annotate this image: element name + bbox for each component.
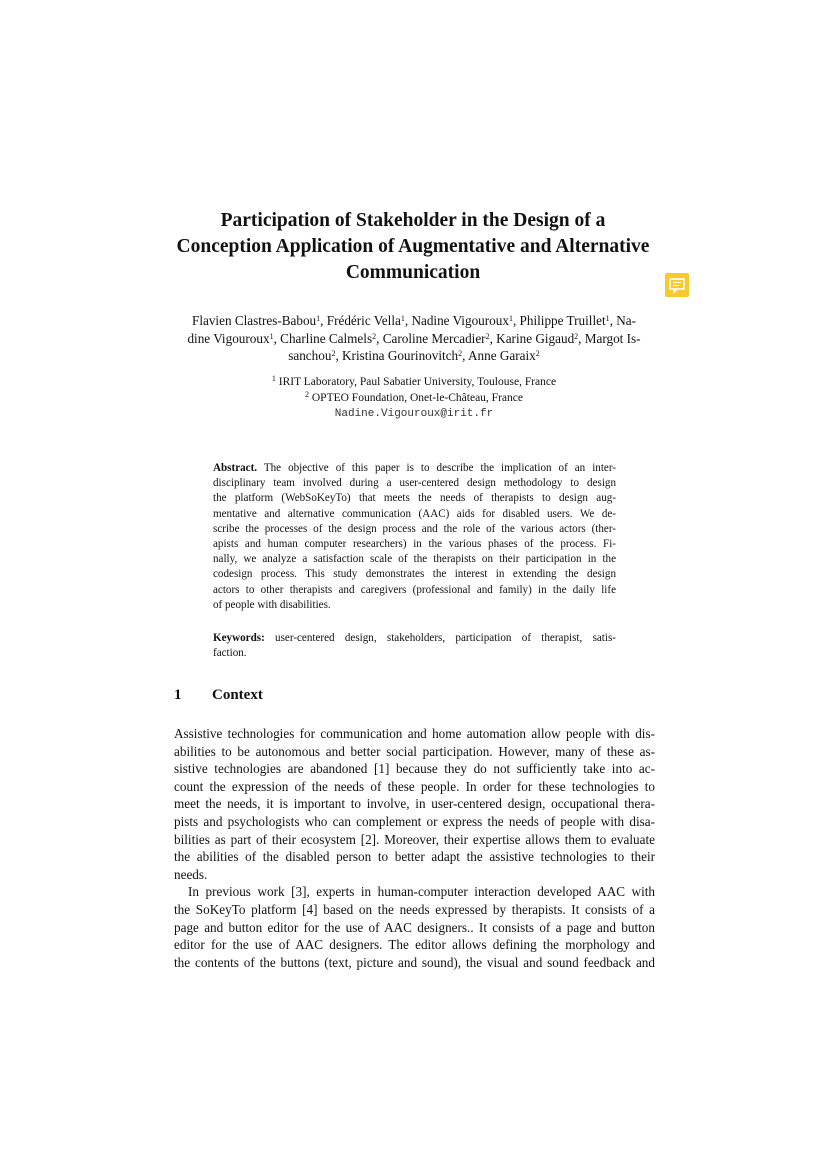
author-name: sanchou: [288, 348, 332, 363]
abstract-line: codesign process. This study demonstrates the interest in extending the design: [213, 568, 616, 581]
affiliation-1: $^1$ IRIT Laboratory, Paul Sabatier University, Toulouse, France: [271, 374, 557, 388]
body-line: pists and psychologists who can complement or express the needs of people with disa-: [174, 813, 655, 829]
title-line: Conception Application of Augmentative and Alternative: [176, 236, 650, 257]
abstract-line: apists and human computer researchers) in the various phases of the process. Fi-: [213, 537, 616, 550]
author-affiliation-mark: 2: [458, 349, 463, 358]
keywords-line: faction.: [213, 647, 247, 660]
body-line: Assistive technologies for communication and home automation allow people with dis-: [174, 726, 655, 741]
abstract-line: mentative and alternative communication (AAC) aids for disabled users. We de-: [213, 507, 616, 520]
author-affiliation-mark: 1: [508, 314, 513, 323]
author-line: Flavien Clastres-Babou$^1$, Frédéric Vella$^1$, Nadine Vigouroux$^1$, Philippe Truillet$^1$, Na-: [191, 313, 637, 328]
abstract-line: Abstract. The objective of this paper is to describe the implication of an inter-: [213, 462, 616, 474]
abstract-line: of people with disabilities.: [213, 598, 331, 611]
author-name: Frédéric Vella: [326, 313, 401, 328]
author-name: Flavien Clastres-Babou: [191, 313, 317, 328]
body-line: editor for the use of AAC designers. The editor allows defining the morphology and: [174, 937, 655, 953]
author-name: Nadine Vigouroux: [411, 313, 509, 328]
body-text: [174, 725, 655, 971]
author-affiliation-mark: 1: [400, 314, 405, 323]
body-line: page and button editor for the use of AAC designers.. It consists of a page and button: [174, 919, 655, 935]
author-name: Anne Garaix: [468, 348, 536, 363]
title-line: Communication: [345, 262, 481, 283]
author-name: Margot Is-: [584, 330, 641, 346]
contact-email[interactable]: Nadine.Vigouroux@irit.fr: [334, 408, 494, 420]
comment-note-icon[interactable]: [665, 273, 689, 297]
body-line: count the expression of the needs of these people. In order for these technologies to: [174, 778, 655, 794]
section-number: 1: [174, 687, 182, 703]
author-name: dine Vigouroux: [187, 330, 270, 346]
keywords-line: Keywords: user-centered design, stakeholders, participation of therapist, satis-: [213, 632, 616, 644]
author-affiliation-mark: 2: [372, 331, 377, 341]
abstract: [213, 461, 616, 613]
abstract-line: disciplinary team involved during a user-centered design methodology to design: [213, 477, 616, 490]
section-heading: [174, 687, 263, 704]
abstract-line: nally, we analyze a satisfaction scale of the therapists on their participation in the: [213, 553, 616, 566]
affiliation-2: $^2$ OPTEO Foundation, Onet-le-Château, France: [305, 390, 523, 404]
author-line: dine Vigouroux$^1$, Charline Calmels$^2$, Caroline Mercadier$^2$, Karine Gigaud$^2$, Margot Is-: [187, 330, 641, 346]
author-name: Charline Calmels: [280, 330, 373, 346]
abstract-line: the platform (WebSoKeyTo) that meets the needs of therapists to design aug-: [213, 492, 616, 505]
author-list: [172, 312, 656, 365]
author-affiliation-mark: 2: [535, 349, 540, 358]
body-line: sistive technologies are abandoned [1] because they do not sufficiently take into ac-: [174, 761, 655, 777]
body-line: In previous work [3], experts in human-computer interaction developed AAC with: [188, 884, 655, 900]
author-name: Caroline Mercadier: [382, 330, 486, 346]
body-line: bilities as part of their ecosystem [2]. Moreover, their expertise allows them to evaluate: [174, 831, 655, 847]
body-line: the SoKeyTo platform [4] based on the needs expressed by therapists. It consists of a: [174, 901, 655, 917]
body-line: needs.: [174, 866, 208, 882]
body-line: the contents of the buttons (text, picture and sound), the visual and sound feedback and: [174, 954, 655, 970]
title-line: Participation of Stakeholder in the Design of a: [220, 210, 606, 231]
abstract-line: scribe the processes of the design process and the role of the various actors (ther-: [213, 522, 616, 535]
section-title: Context: [212, 687, 263, 703]
abstract-line: actors to other therapists and caregivers (professional and family) in the daily life: [213, 583, 616, 596]
body-line: abilities to be autonomous and better social participation. However, many of these as-: [174, 743, 655, 759]
affiliations: [172, 374, 656, 422]
author-affiliation-mark: 2: [574, 331, 579, 341]
author-line: sanchou$^2$, Kristina Gourinovitch$^2$, Anne Garaix$^2$: [288, 348, 540, 363]
author-name: Karine Gigaud: [496, 330, 575, 346]
keywords-label: Keywords:: [213, 632, 265, 644]
abstract-label: Abstract.: [213, 462, 258, 474]
keywords: [213, 631, 616, 661]
body-line: meet the needs, it is important to involve, in user-centered design, occupational thera-: [174, 796, 655, 812]
author-affiliation-mark: 2: [485, 331, 490, 341]
author-affiliation-mark: 1: [269, 331, 274, 341]
author-name: Philippe Truillet: [519, 313, 606, 328]
paper-title: [160, 208, 666, 286]
author-affiliation-mark: 2: [331, 349, 336, 358]
author-name: Kristina Gourinovitch: [342, 348, 459, 363]
author-affiliation-mark: 1: [316, 314, 321, 323]
body-line: the abilities of the disabled person to better adapt the assistive technologies to their: [174, 849, 655, 865]
author-affiliation-mark: 1: [605, 314, 610, 323]
